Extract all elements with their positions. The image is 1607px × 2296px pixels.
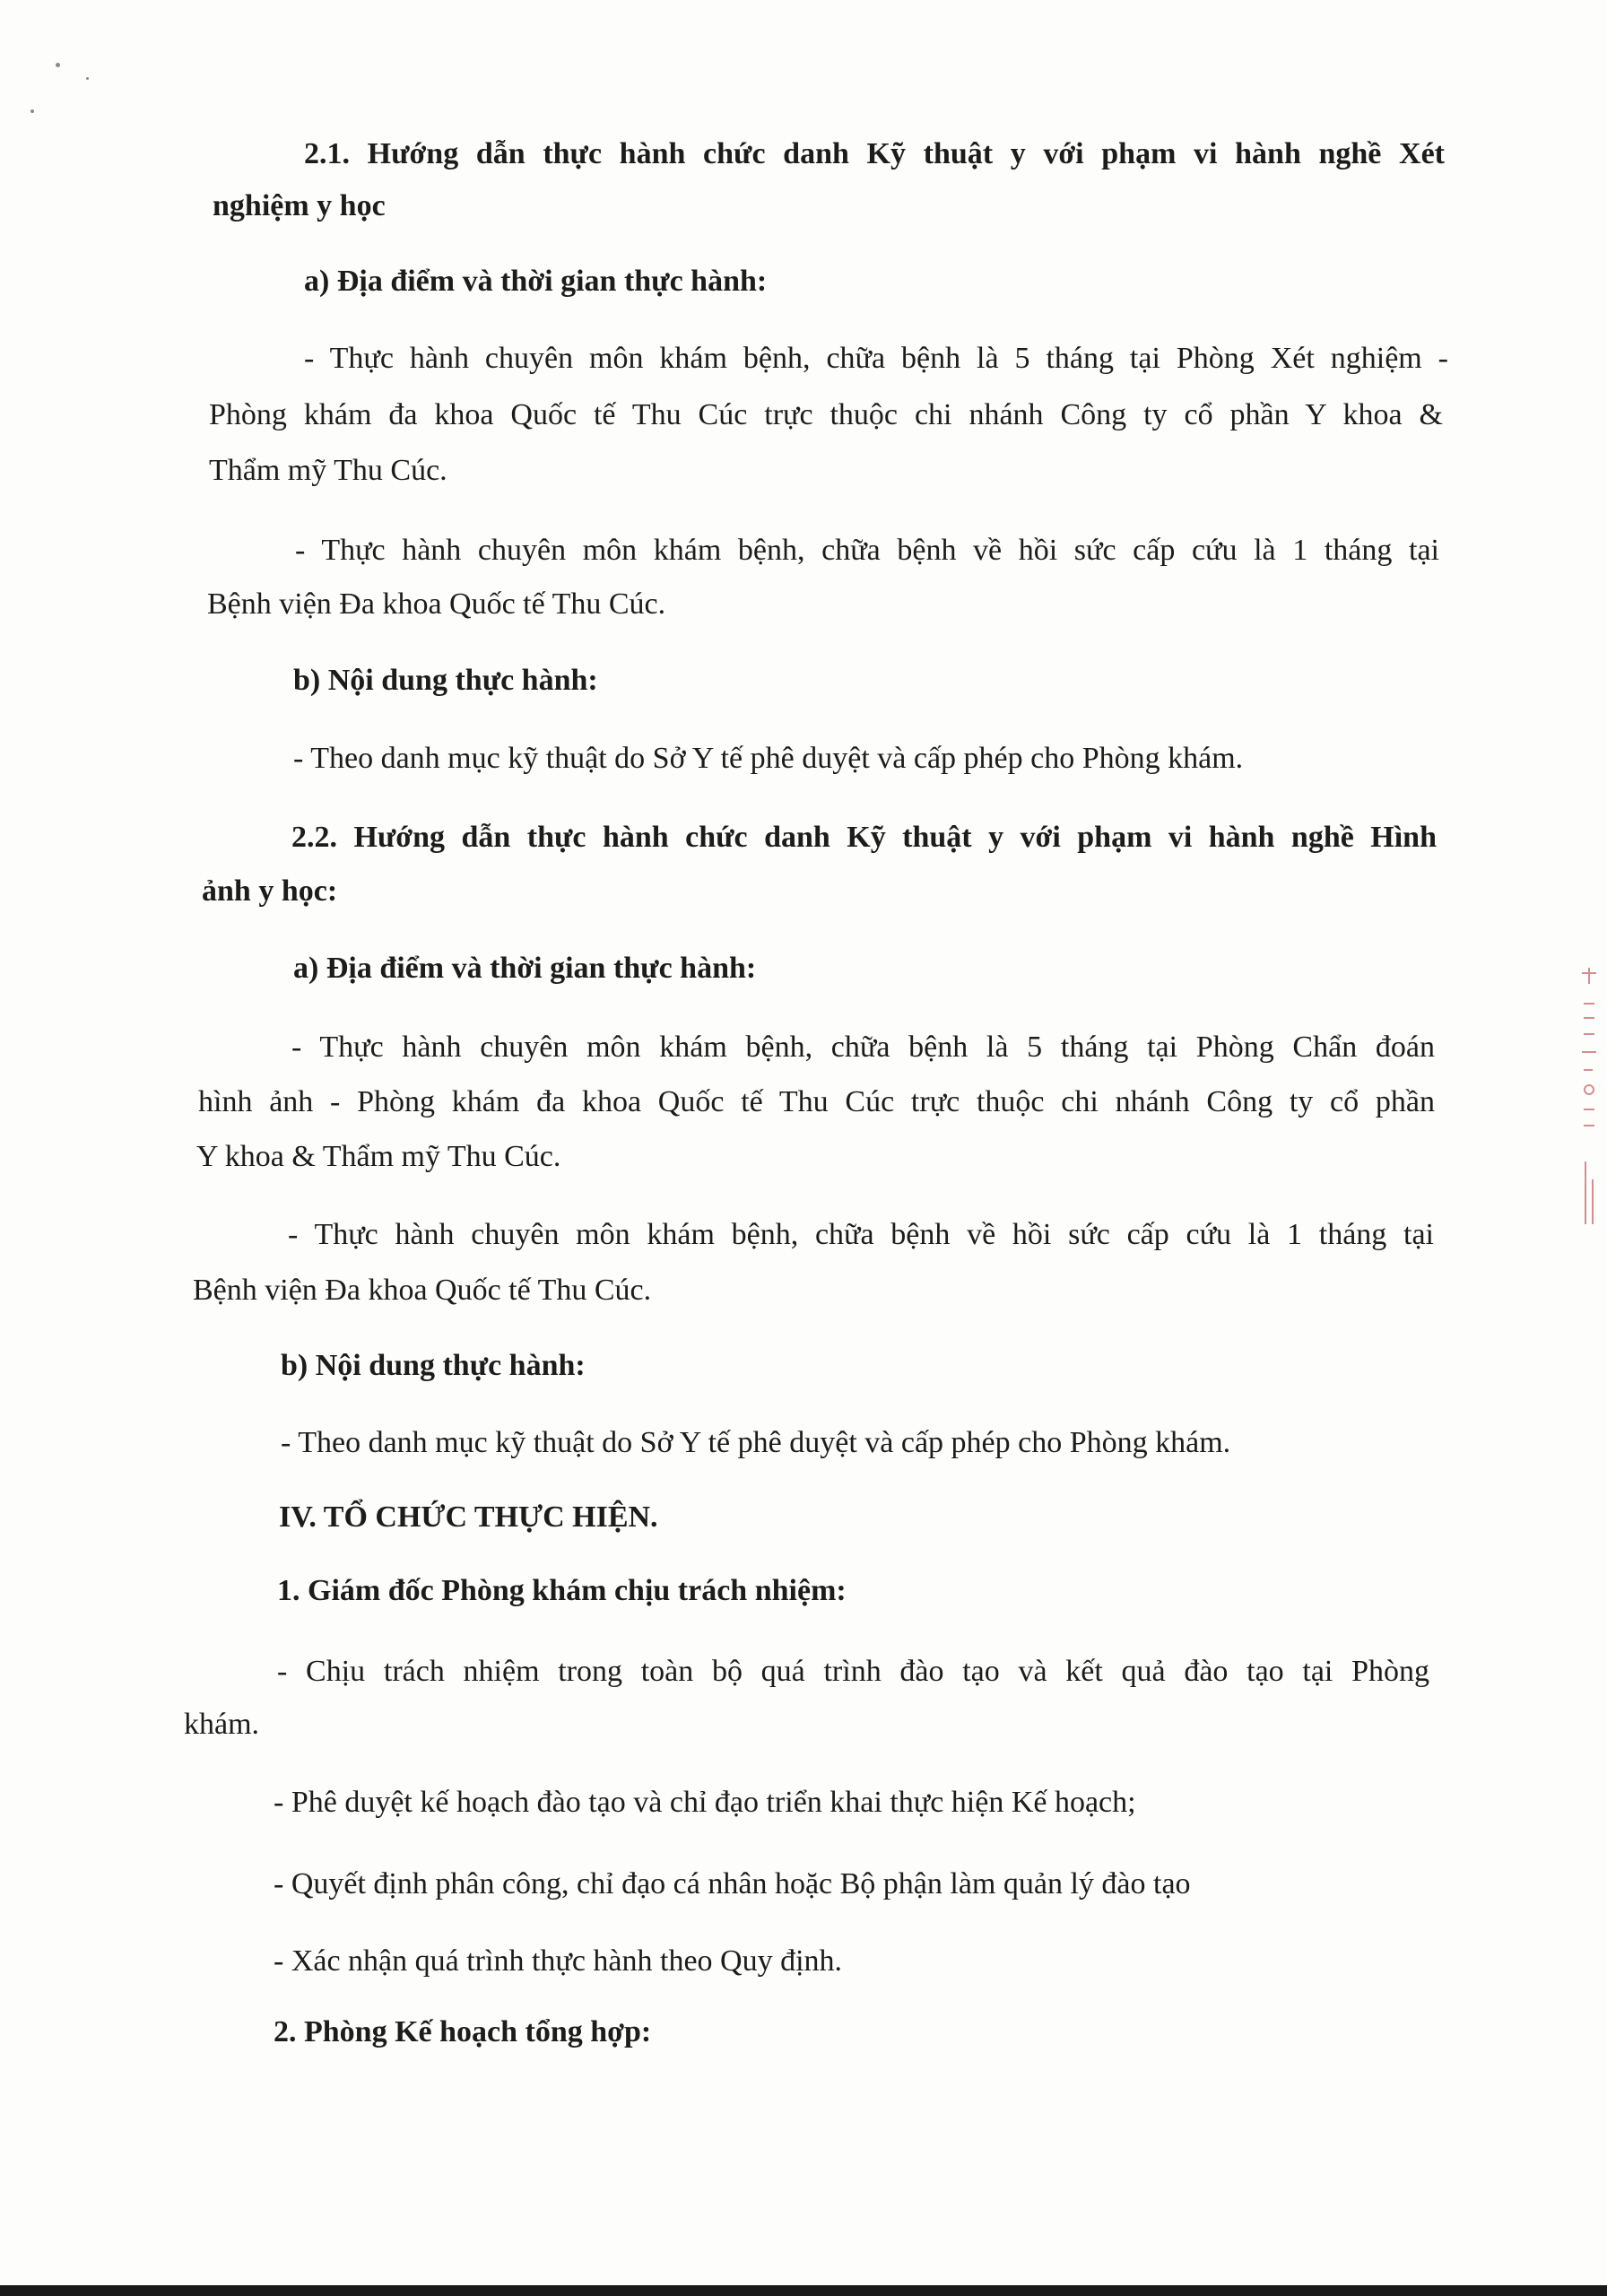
paragraph-line: - Quyết định phân công, chỉ đạo cá nhân hoặc Bộ phận làm quản lý đào tạo bbox=[274, 1867, 1191, 1900]
scan-speck bbox=[30, 109, 34, 113]
paragraph-line: - Thực hành chuyên môn khám bệnh, chữa bệnh là 5 tháng tại Phòng Xét nghiệm - bbox=[304, 342, 1448, 375]
section-2-2-b-heading: b) Nội dung thực hành: bbox=[281, 1349, 586, 1382]
section-2-2-title-cont: ảnh y học: bbox=[202, 874, 338, 908]
seal-fragment-icon bbox=[1577, 964, 1602, 1233]
paragraph-line: - Phê duyệt kế hoạch đào tạo và chỉ đạo triển khai thực hiện Kế hoạch; bbox=[274, 1786, 1136, 1819]
section-2-1-title-cont: nghiệm y học bbox=[213, 189, 386, 222]
section-2-1-a-heading: a) Địa điểm và thời gian thực hành: bbox=[304, 265, 768, 298]
section-2-1-title: 2.1. Hướng dẫn thực hành chức danh Kỹ thuật y với phạm vi hành nghề Xét bbox=[304, 137, 1445, 170]
paragraph-line: Bệnh viện Đa khoa Quốc tế Thu Cúc. bbox=[207, 587, 666, 621]
section-iv-2-heading: 2. Phòng Kế hoạch tổng hợp: bbox=[274, 2015, 652, 2048]
scan-speck bbox=[86, 77, 89, 80]
paragraph-line: - Theo danh mục kỹ thuật do Sở Y tế phê duyệt và cấp phép cho Phòng khám. bbox=[293, 742, 1244, 775]
section-iv-1-heading: 1. Giám đốc Phòng khám chịu trách nhiệm: bbox=[277, 1574, 847, 1607]
paragraph-line: khám. bbox=[184, 1708, 260, 1741]
paragraph-line: Phòng khám đa khoa Quốc tế Thu Cúc trực thuộc chi nhánh Công ty cổ phần Y khoa & bbox=[209, 398, 1443, 431]
scan-bottom-edge bbox=[0, 2285, 1607, 2296]
scan-speck bbox=[56, 63, 60, 67]
paragraph-line: - Thực hành chuyên môn khám bệnh, chữa bệnh về hồi sức cấp cứu là 1 tháng tại bbox=[288, 1218, 1434, 1251]
paragraph-line: - Xác nhận quá trình thực hành theo Quy định. bbox=[274, 1944, 843, 1978]
paragraph-line: Y khoa & Thẩm mỹ Thu Cúc. bbox=[196, 1140, 561, 1173]
section-2-2-title: 2.2. Hướng dẫn thực hành chức danh Kỹ thuật y với phạm vi hành nghề Hình bbox=[291, 821, 1437, 854]
paragraph-line: Bệnh viện Đa khoa Quốc tế Thu Cúc. bbox=[193, 1274, 652, 1307]
paragraph-line: hình ảnh - Phòng khám đa khoa Quốc tế Thu Cúc trực thuộc chi nhánh Công ty cổ phần bbox=[198, 1085, 1435, 1118]
paragraph-line: - Thực hành chuyên môn khám bệnh, chữa bệnh là 5 tháng tại Phòng Chẩn đoán bbox=[291, 1031, 1435, 1064]
section-2-1-b-heading: b) Nội dung thực hành: bbox=[293, 664, 598, 697]
paragraph-line: Thẩm mỹ Thu Cúc. bbox=[209, 454, 447, 487]
section-2-2-a-heading: a) Địa điểm và thời gian thực hành: bbox=[293, 952, 757, 985]
paragraph-line: - Theo danh mục kỹ thuật do Sở Y tế phê duyệt và cấp phép cho Phòng khám. bbox=[281, 1426, 1231, 1459]
paragraph-line: - Chịu trách nhiệm trong toàn bộ quá trình đào tạo và kết quả đào tạo tại Phòng bbox=[277, 1655, 1429, 1688]
paragraph-line: - Thực hành chuyên môn khám bệnh, chữa bệnh về hồi sức cấp cứu là 1 tháng tại bbox=[295, 534, 1439, 567]
section-iv-heading: IV. TỔ CHỨC THỰC HIỆN. bbox=[279, 1500, 658, 1534]
